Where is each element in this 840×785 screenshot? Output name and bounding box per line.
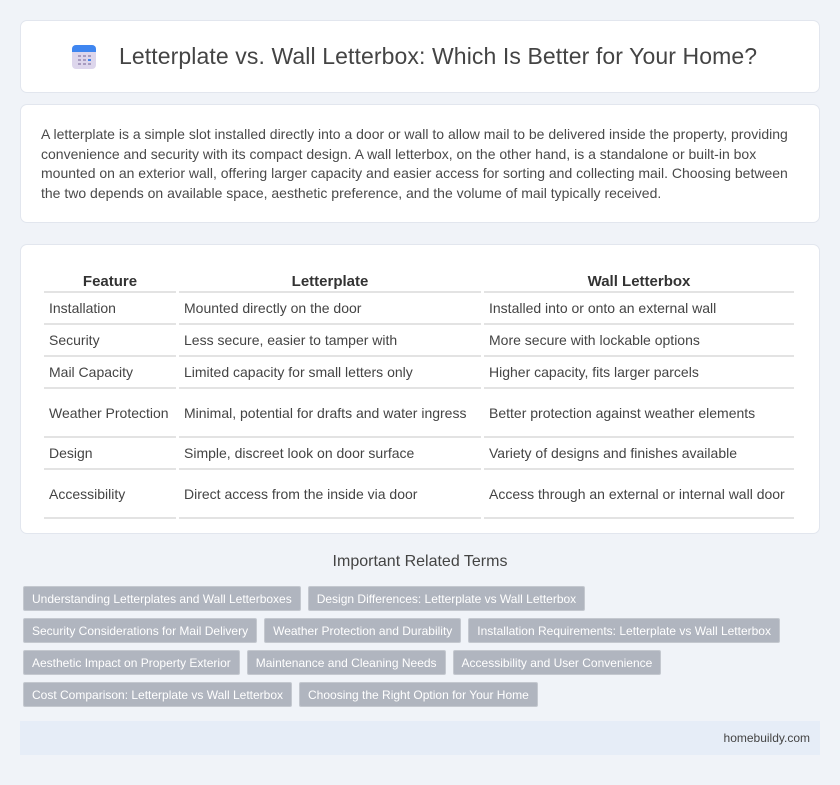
column-header-wall-letterbox: Wall Letterbox	[484, 265, 794, 293]
letterplate-cell: Less secure, easier to tamper with	[179, 325, 481, 357]
letterplate-cell: Minimal, potential for drafts and water ingress	[179, 389, 481, 438]
feature-cell: Accessibility	[44, 470, 176, 519]
table-row	[44, 357, 794, 389]
related-term-tag[interactable]: Cost Comparison: Letterplate vs Wall Letterbox	[23, 682, 292, 707]
intro-card	[20, 104, 820, 223]
related-term-tag[interactable]: Choosing the Right Option for Your Home	[299, 682, 538, 707]
letterplate-cell: Simple, discreet look on door surface	[179, 438, 481, 470]
column-header-letterplate: Letterplate	[179, 265, 481, 293]
related-term-tag[interactable]: Weather Protection and Durability	[264, 618, 461, 643]
comparison-table	[41, 265, 797, 519]
column-header-feature: Feature	[44, 265, 176, 293]
related-term-tag[interactable]: Design Differences: Letterplate vs Wall Letterbox	[308, 586, 585, 611]
wall-letterbox-cell: Variety of designs and finishes available	[484, 438, 794, 470]
feature-cell: Weather Protection	[44, 389, 176, 438]
calendar-icon	[72, 45, 96, 69]
feature-cell: Design	[44, 438, 176, 470]
related-term-tag[interactable]: Understanding Letterplates and Wall Letterboxes	[23, 586, 301, 611]
related-terms-heading: Important Related Terms	[332, 553, 508, 570]
related-term-tag[interactable]: Installation Requirements: Letterplate vs Wall Letterbox	[468, 618, 780, 643]
related-term-tag[interactable]: Maintenance and Cleaning Needs	[247, 650, 446, 675]
wall-letterbox-cell: Better protection against weather elements	[484, 389, 794, 438]
letterplate-cell: Limited capacity for small letters only	[179, 357, 481, 389]
table-header-row	[44, 265, 794, 293]
feature-cell: Installation	[44, 293, 176, 325]
feature-cell: Security	[44, 325, 176, 357]
wall-letterbox-cell: More secure with lockable options	[484, 325, 794, 357]
table-row	[44, 389, 794, 438]
wall-letterbox-cell: Higher capacity, fits larger parcels	[484, 357, 794, 389]
related-term-tag[interactable]: Security Considerations for Mail Delivery	[23, 618, 257, 643]
comparison-table-card	[20, 244, 820, 534]
letterplate-cell: Mounted directly on the door	[179, 293, 481, 325]
table-row	[44, 470, 794, 519]
footer	[20, 721, 820, 755]
page-title: Letterplate vs. Wall Letterbox: Which Is Better for Your Home?	[119, 43, 758, 69]
site-name[interactable]: homebuildy.com	[723, 731, 810, 745]
table-row	[44, 325, 794, 357]
wall-letterbox-cell: Access through an external or internal wall door	[484, 470, 794, 519]
related-term-tag[interactable]: Aesthetic Impact on Property Exterior	[23, 650, 240, 675]
letterplate-cell: Direct access from the inside via door	[179, 470, 481, 519]
feature-cell: Mail Capacity	[44, 357, 176, 389]
header-card	[20, 20, 820, 93]
intro-paragraph: A letterplate is a simple slot installed directly into a door or wall to allow mail to be delivered inside the property, providing convenience and security with its compact design. A wall letterbox, on the other hand, is a standalone or built-in box mounted on an exterior wall, offering larger capacity and easier access for sorting and collecting mail. Choosing between the two depends on available space, aesthetic preference, and the volume of mail typically received.	[41, 126, 788, 201]
table-row	[44, 293, 794, 325]
table-row	[44, 438, 794, 470]
related-term-tag[interactable]: Accessibility and User Convenience	[453, 650, 662, 675]
related-terms-list	[23, 586, 823, 707]
wall-letterbox-cell: Installed into or onto an external wall	[484, 293, 794, 325]
